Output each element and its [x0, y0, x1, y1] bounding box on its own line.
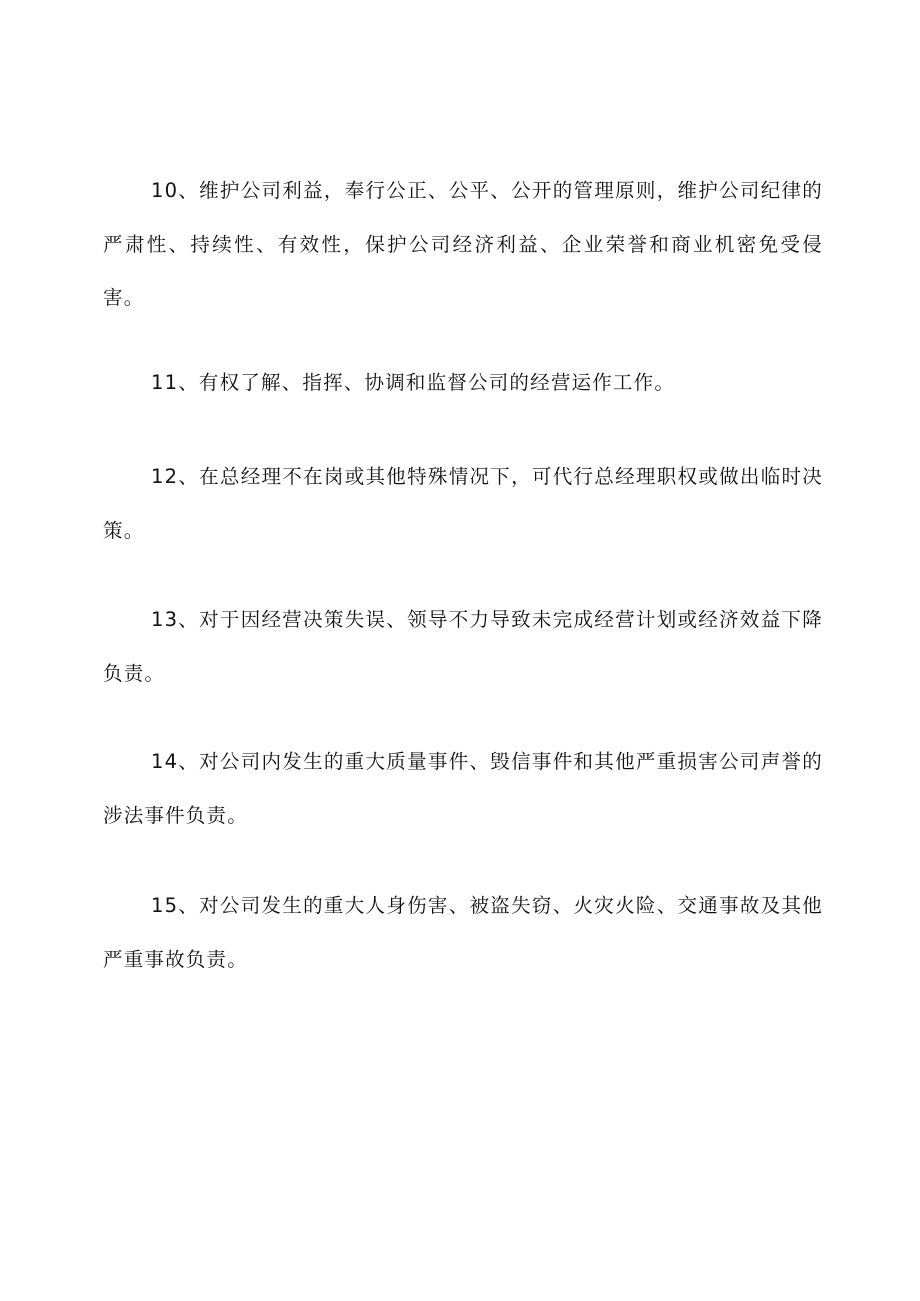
paragraph-14: 14、对公司内发生的重大质量事件、毁信事件和其他严重损害公司声誉的涉法事件负责。 [103, 750, 823, 827]
paragraph-11: 11、有权了解、指挥、协调和监督公司的经营运作工作。 [151, 371, 676, 394]
paragraph-15: 15、对公司发生的重大人身伤害、被盗失窃、火灾火险、交通事故及其他严重事故负责。 [103, 894, 823, 971]
paragraph-10: 10、维护公司利益，奉行公正、公平、公开的管理原则，维护公司纪律的严肃性、持续性、有效性，保护公司经济利益、企业荣誉和商业机密免受侵害。 [103, 179, 823, 309]
paragraph-12: 12、在总经理不在岗或其他特殊情况下，可代行总经理职权或做出临时决策。 [103, 465, 823, 542]
paragraph-13: 13、对于因经营决策失误、领导不力导致未完成经营计划或经济效益下降负责。 [103, 608, 823, 685]
